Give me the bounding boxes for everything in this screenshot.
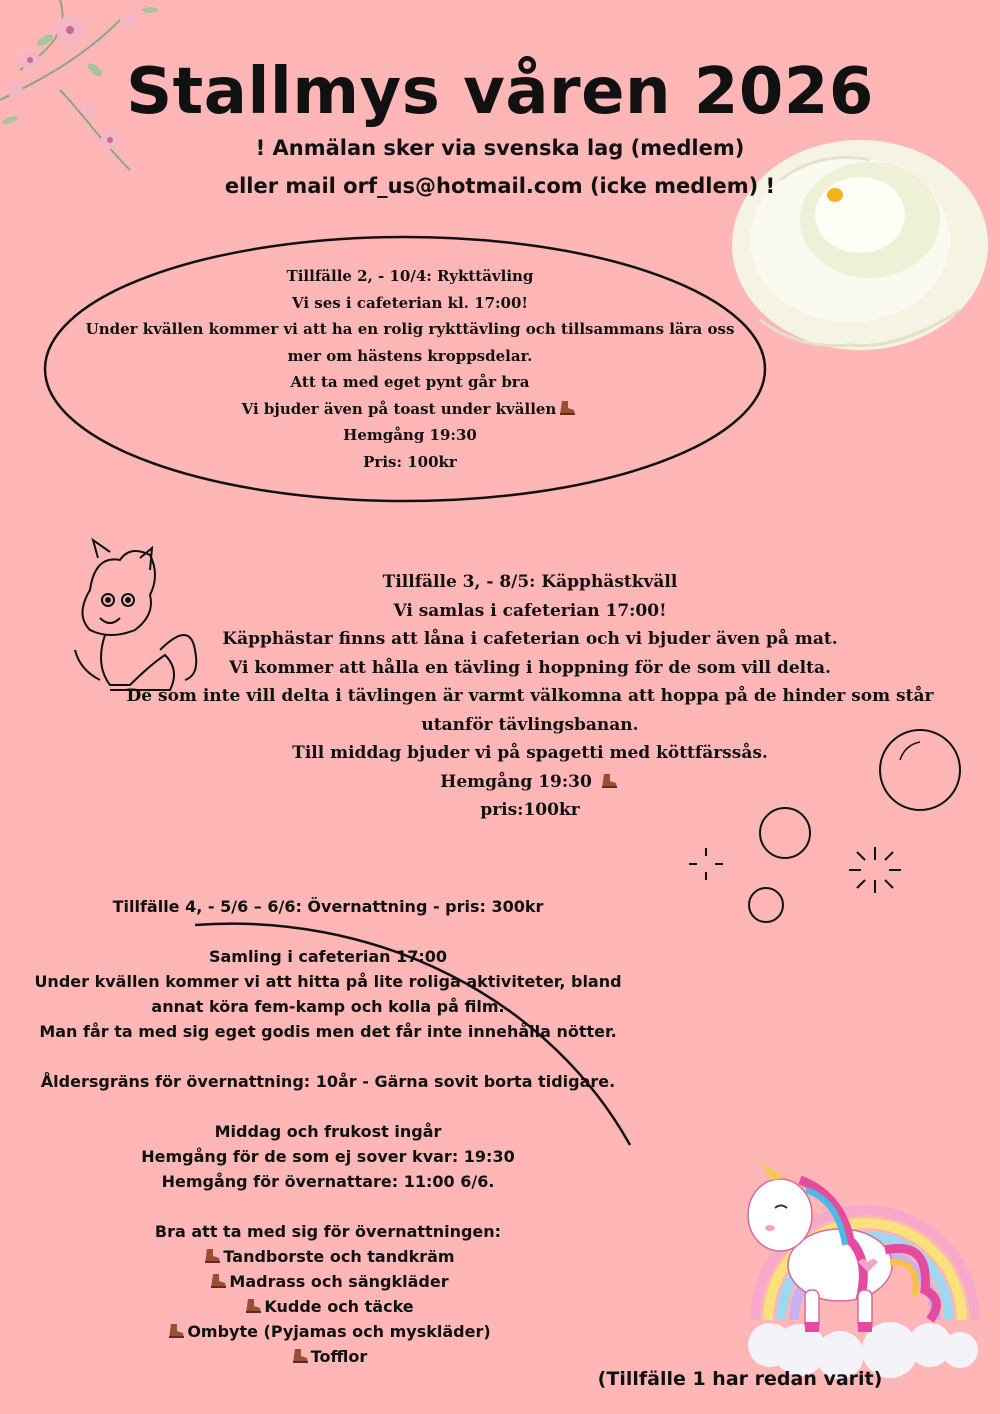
event2-price: Pris: 100kr: [363, 452, 457, 471]
event3-line: Till middag bjuder vi på spagetti med köttfärssås.: [292, 743, 768, 763]
footer-note: (Tillfälle 1 har redan varit): [597, 1368, 883, 1390]
signup-info-line-1: ! Anmälan sker via svenska lag (medlem): [255, 136, 745, 160]
event3-price: pris:100kr: [480, 800, 580, 820]
event3-line: De som inte vill delta i tävlingen är varmt välkomna att hoppa på de hinder som står: [126, 686, 934, 706]
event2-block: [60, 263, 760, 475]
sparkle-icon: [689, 847, 901, 893]
horse-boot-icon: [600, 773, 618, 789]
unicorn-rainbow-icon: [748, 1160, 978, 1379]
bring-list-item: Ombyte (Pyjamas och myskläder): [8, 1319, 648, 1344]
event4-line: Middag och frukost ingår: [214, 1122, 442, 1141]
event4-heading: Tillfälle 4, - 5/6 – 6/6: Övernattning - pris: 300kr: [112, 897, 544, 916]
event2-line: mer om hästens kroppsdelar.: [287, 346, 533, 365]
bring-list-item: Tandborste och tandkräm: [8, 1244, 648, 1269]
event3-line-hemgang: Hemgång 19:30: [100, 768, 960, 797]
horse-boot-icon: [558, 400, 576, 416]
bring-list-item: Kudde och täcke: [8, 1294, 648, 1319]
event2-heading: Tillfälle 2, - 10/4: Rykttävling: [286, 267, 534, 285]
event3-block: [100, 568, 960, 825]
event2-line: Under kvällen kommer vi att ha en rolig rykttävling och tillsammans lära oss: [85, 320, 735, 338]
event3-line: Vi kommer att hålla en tävling i hoppning för de som vill delta.: [229, 657, 831, 678]
event4-line: Hemgång för de som ej sover kvar: 19:30: [141, 1147, 515, 1166]
event3-heading: Tillfälle 3, - 8/5: Käpphästkväll: [382, 572, 678, 592]
event2-line-toast: Vi bjuder även på toast under kvällen: [60, 396, 760, 423]
event2-line: Att ta med eget pynt går bra: [290, 373, 530, 391]
event4-line: Man får ta med sig eget godis men det får inte innehålla nötter.: [39, 1022, 617, 1041]
event3-line: Vi samlas i cafeterian 17:00!: [393, 600, 667, 621]
event4-line: Samling i cafeterian 17:00: [208, 947, 448, 966]
bring-list-item: Tofflor: [8, 1344, 648, 1369]
event2-line: Vi ses i cafeterian kl. 17:00!: [291, 293, 529, 312]
event4-line: Hemgång för övernattare: 11:00 6/6.: [161, 1172, 495, 1191]
event2-line: Hemgång 19:30: [343, 426, 477, 444]
event4-line: annat köra fem-kamp och kolla på film.: [151, 997, 505, 1016]
horse-boot-icon: [209, 1273, 227, 1289]
page-title: Stallmys våren 2026: [126, 55, 874, 129]
horse-boot-icon: [203, 1248, 221, 1264]
event4-block: [8, 894, 648, 1369]
horse-boot-icon: [291, 1348, 309, 1364]
event3-line: utanför tävlingsbanan.: [421, 714, 639, 735]
bring-list-heading: Bra att ta med sig för övernattningen:: [154, 1222, 502, 1241]
bring-list-item: Madrass och sängkläder: [8, 1269, 648, 1294]
event3-line: Käpphästar finns att låna i cafeterian och vi bjuder även på mat.: [222, 629, 838, 649]
event4-age-limit: Åldersgräns för övernattning: 10år - Gärna sovit borta tidigare.: [40, 1072, 616, 1091]
event4-line: Under kvällen kommer vi att hitta på lite roliga aktiviteter, bland: [34, 972, 622, 991]
horse-boot-icon: [244, 1298, 262, 1314]
signup-info-line-2: eller mail orf_us@hotmail.com (icke medlem) !: [224, 174, 776, 198]
horse-boot-icon: [167, 1323, 185, 1339]
